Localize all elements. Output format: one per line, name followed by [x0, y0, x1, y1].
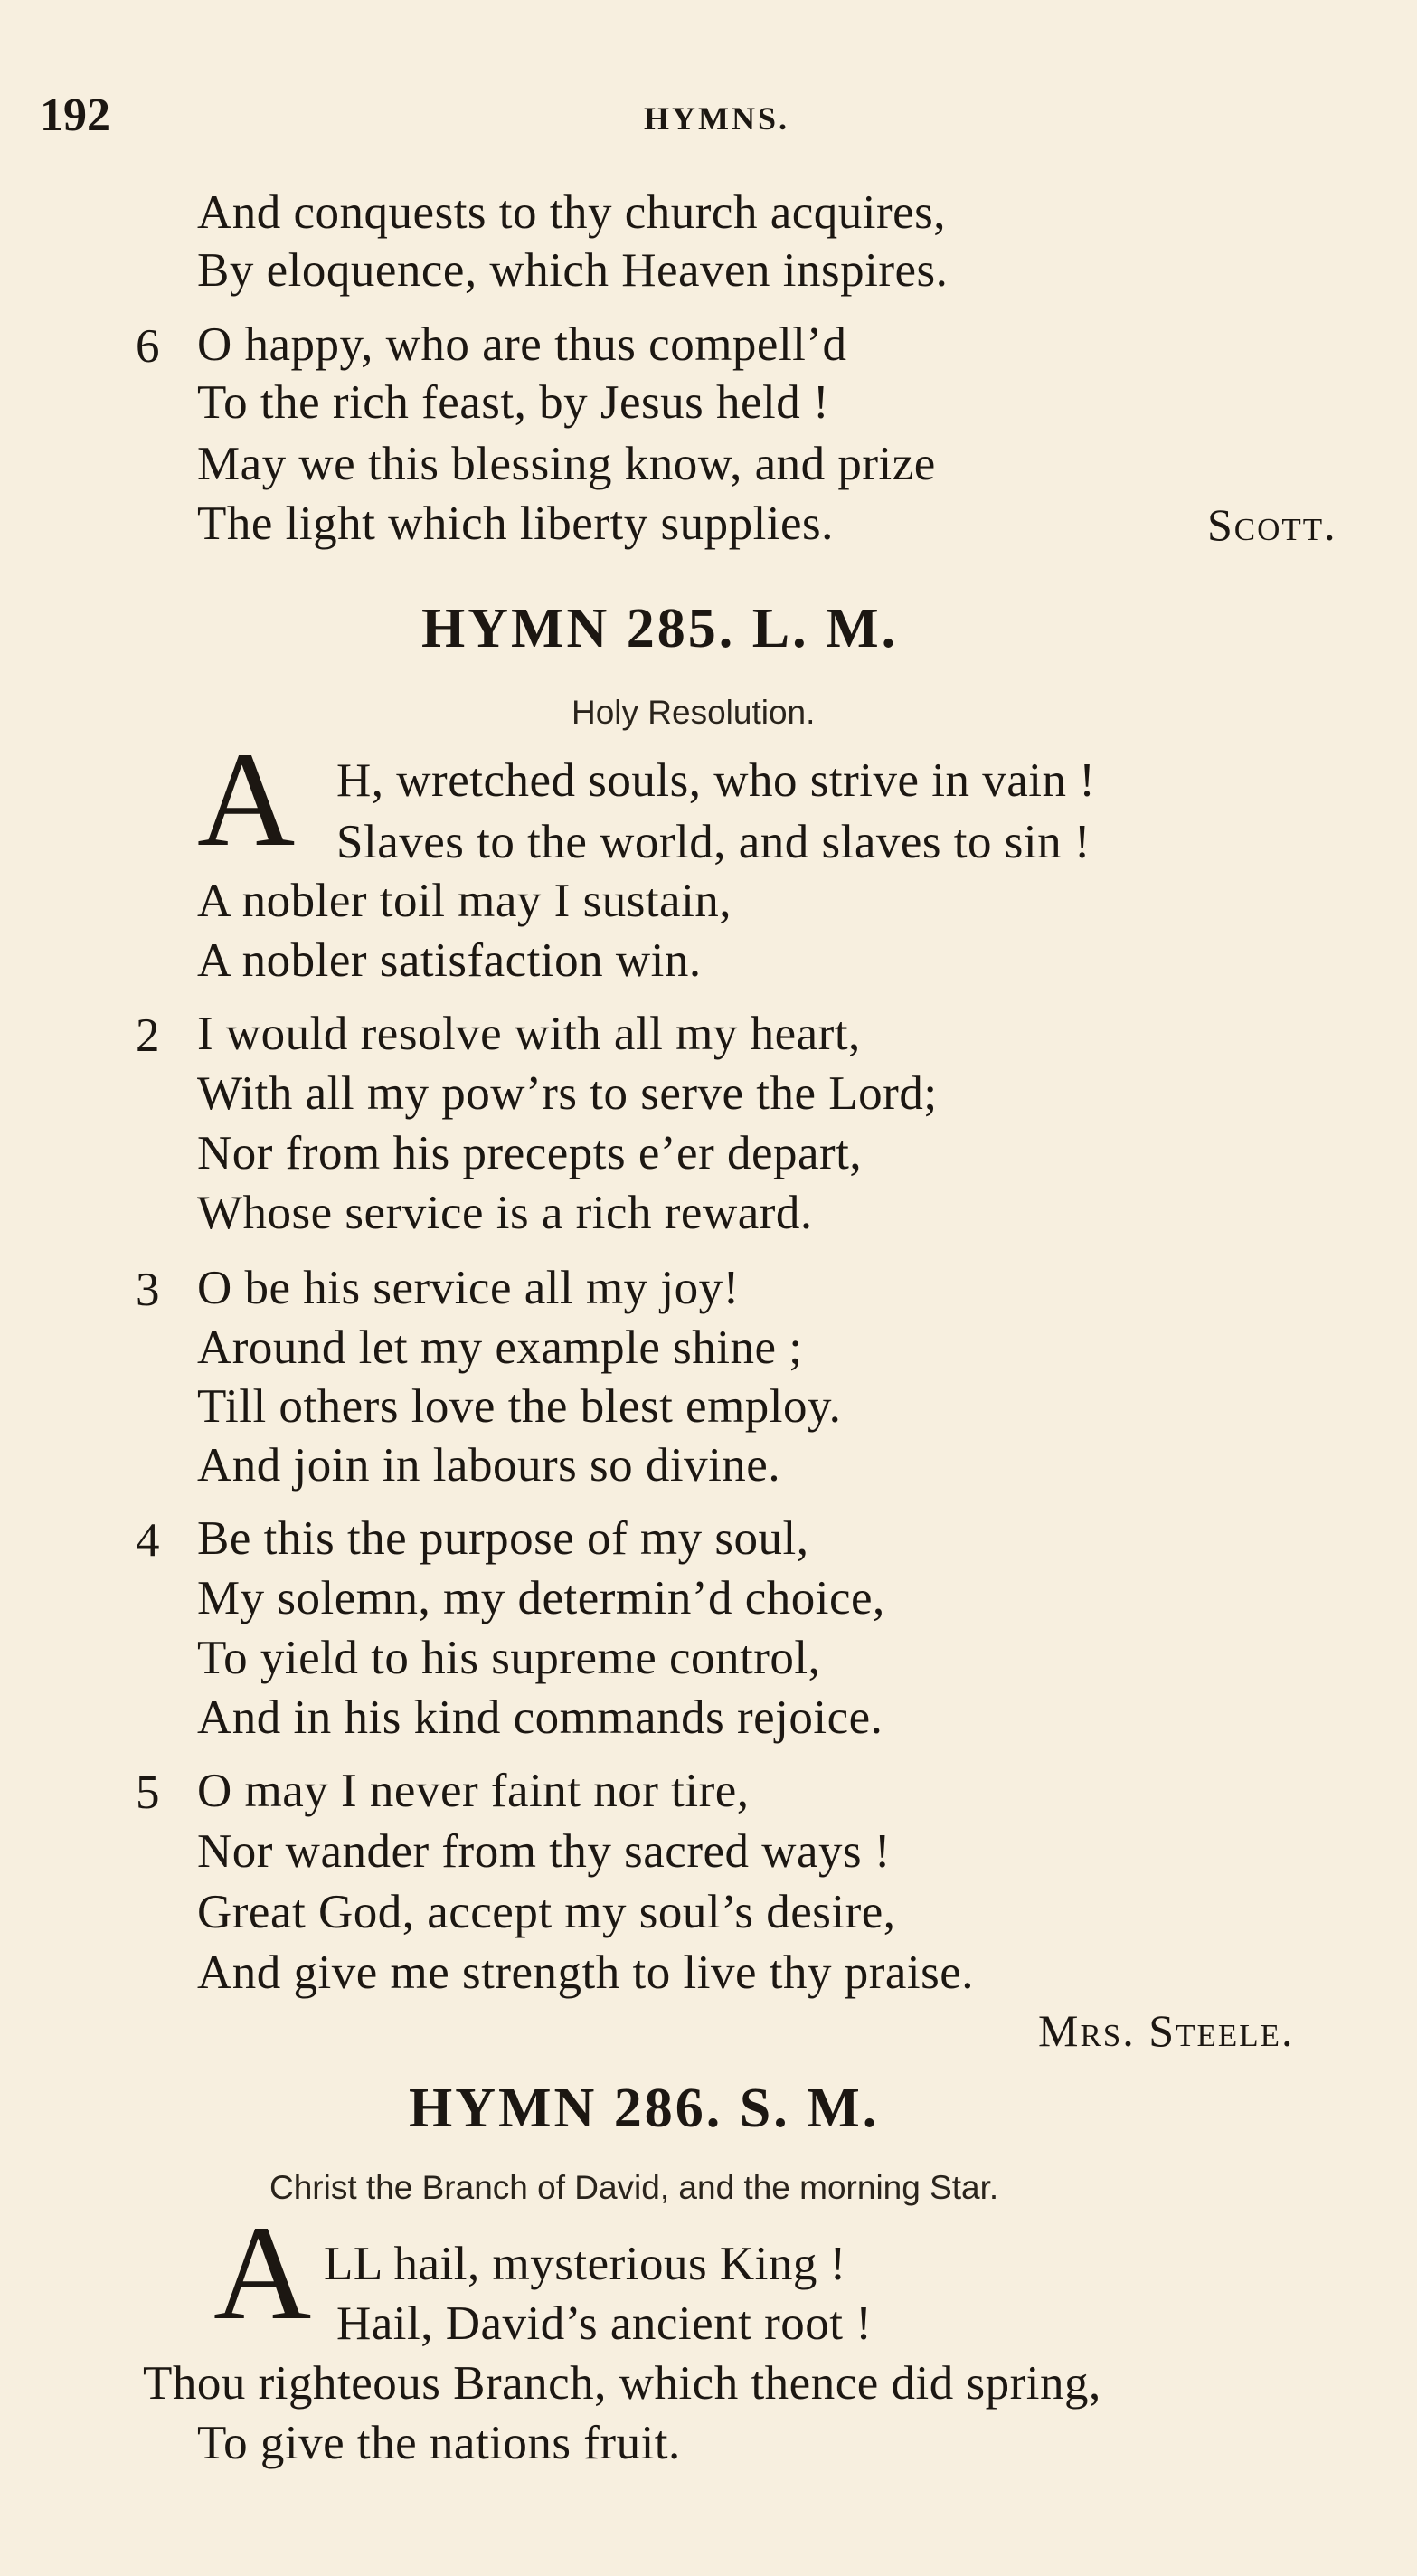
verse-line: O happy, who are thus compell’d	[197, 318, 847, 371]
verse-line: Thou righteous Branch, which thence did spring,	[143, 2357, 1101, 2410]
verse-line: Around let my example shine ;	[197, 1321, 803, 1374]
drop-cap: A	[197, 724, 296, 875]
page-number: 192	[40, 90, 110, 141]
verse-line: A nobler satisfaction win.	[197, 934, 702, 987]
hymn-title: HYMN 286. S. M.	[409, 2078, 880, 2139]
hymn-subtitle: Christ the Branch of David, and the morning Star.	[269, 2169, 999, 2206]
verse-line: And give me strength to live thy praise.	[197, 1946, 974, 1999]
verse-line: To give the nations fruit.	[197, 2417, 681, 2469]
verse-line: Great God, accept my soul’s desire,	[197, 1886, 896, 1938]
verse-line: A nobler toil may I sustain,	[197, 875, 732, 927]
verse-line: By eloquence, which Heaven inspires.	[197, 244, 949, 297]
verse-line: Till others love the blest employ.	[197, 1380, 842, 1433]
stanza-number: 6	[136, 320, 160, 373]
verse-line: And in his kind commands rejoice.	[197, 1691, 883, 1744]
running-title: HYMNS.	[644, 100, 789, 137]
verse-line: And conquests to thy church acquires,	[197, 186, 947, 239]
stanza-number: 5	[136, 1766, 160, 1819]
verse-line: O be his service all my joy!	[197, 1262, 740, 1314]
stanza-number: 4	[136, 1514, 160, 1567]
verse-line: And join in labours so divine.	[197, 1439, 781, 1492]
verse-line: The light which liberty supplies.	[197, 497, 834, 550]
verse-line: With all my pow’rs to serve the Lord;	[197, 1067, 938, 1120]
verse-line: To yield to his supreme control,	[197, 1632, 821, 1684]
verse-line: Nor wander from thy sacred ways !	[197, 1825, 892, 1878]
stanza-number: 3	[136, 1264, 160, 1316]
verse-line: Be this the purpose of my soul,	[197, 1512, 809, 1565]
verse-line: Whose service is a rich reward.	[197, 1187, 813, 1239]
drop-cap: A	[213, 2198, 312, 2348]
author-attribution: Mrs. Steele.	[1038, 2005, 1295, 2056]
verse-line: Hail, David’s ancient root !	[336, 2297, 873, 2350]
stanza-number: 2	[136, 1009, 160, 1062]
verse-line: To the rich feast, by Jesus held !	[197, 376, 830, 429]
author-attribution: Scott.	[1207, 499, 1337, 550]
verse-line: I would resolve with all my heart,	[197, 1008, 861, 1060]
verse-line: Slaves to the world, and slaves to sin !	[336, 816, 1091, 868]
verse-line: May we this blessing know, and prize	[197, 438, 936, 490]
verse-line: My solemn, my determin’d choice,	[197, 1572, 885, 1624]
verse-line: LL hail, mysterious King !	[324, 2238, 846, 2290]
verse-line: O may I never faint nor tire,	[197, 1765, 750, 1817]
verse-line: H, wretched souls, who strive in vain !	[336, 754, 1096, 807]
hymn-title: HYMN 285. L. M.	[421, 598, 899, 659]
hymn-subtitle: Holy Resolution.	[572, 694, 816, 731]
verse-line: Nor from his precepts e’er depart,	[197, 1127, 863, 1179]
